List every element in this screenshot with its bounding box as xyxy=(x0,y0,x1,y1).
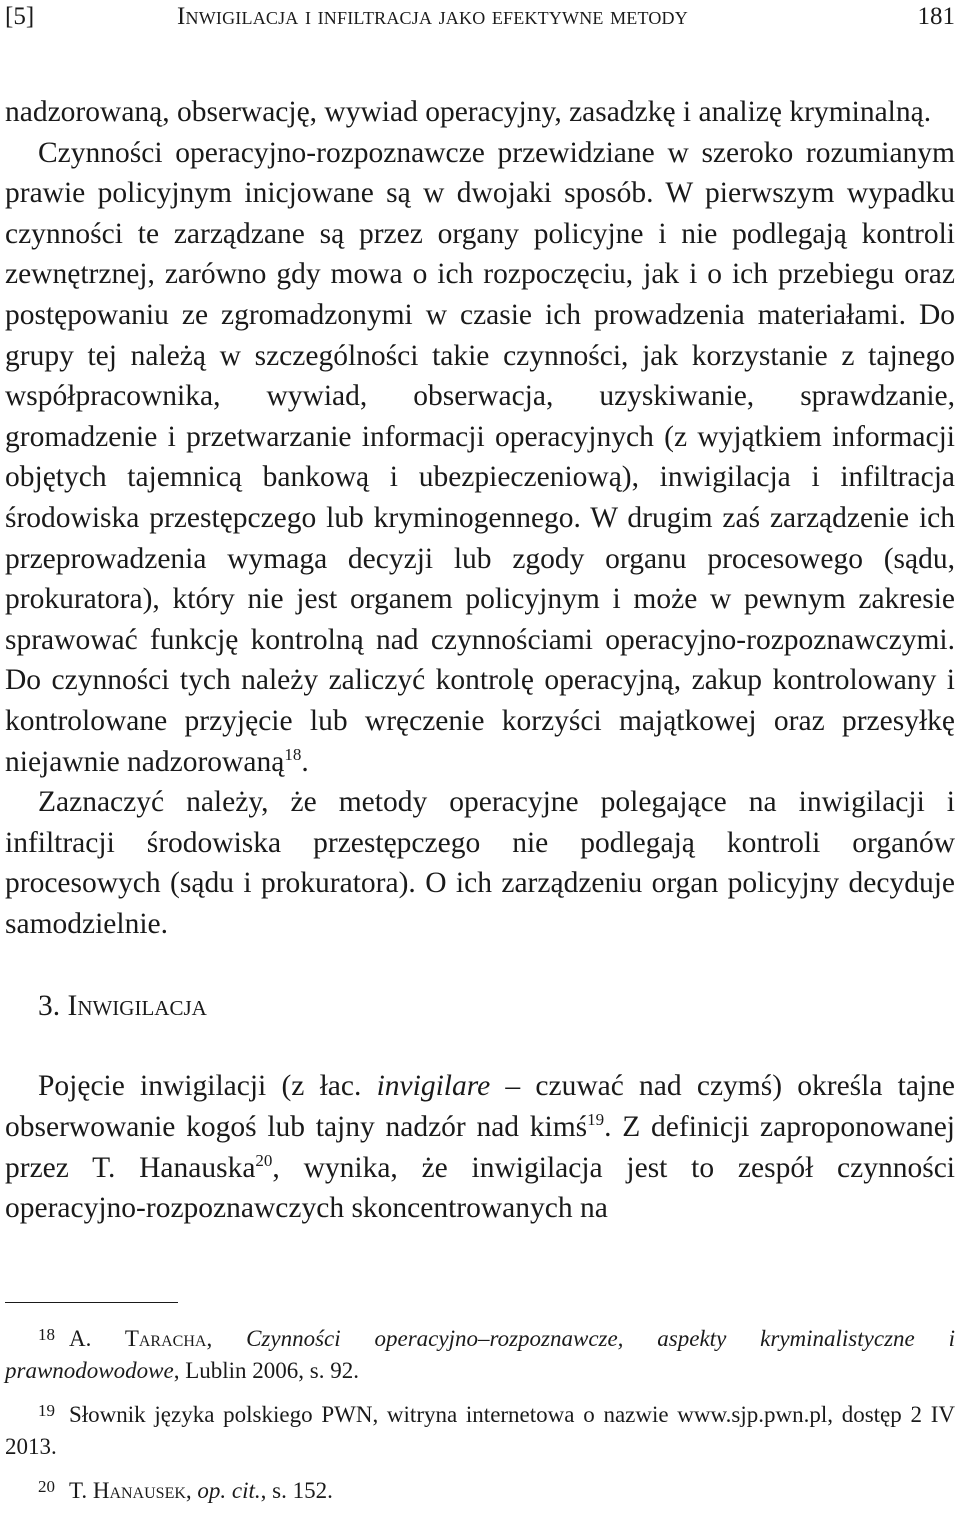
footnote-divider xyxy=(5,1302,178,1303)
footnote-18 xyxy=(5,1323,955,1387)
page-number: 181 xyxy=(917,3,955,30)
paragraph-4-text-c: . Z definicji zaproponowanej przez T. Hanauska xyxy=(5,1111,956,1184)
body-text xyxy=(5,92,955,1229)
paragraph-2-text: Czynności operacyjno-rozpoznawcze przewidziane w szeroko rozumianym prawie policyjnym inicjowane są w dwojaki sposób. W pierwszym wypadku czynności te zarządzane są przez organy policyjne i nie podlegają kontroli zewnętrznej, zarówno gdy mowa o ich rozpoczęciu, jak i o ich przebiegu oraz postępowaniu ze zgromadzonymi w czasie ich prowadzenia materiałami. Do grupy tej należą w szczególności takie czynności, jak korzystanie z tajnego współpracownika, wywiad, obserwacja, uzyskiwanie, sprawdzanie, gromadzenie i przetwarzanie informacji operacyjnych (z wyjątkiem informacji objętych tajemnicą bankową i ubezpieczeniową), inwigilacja i infiltracja środowiska przestępczego lub kryminogennego. W drugim zaś zarządzenie ich przeprowadzenia wymaga decyzji lub zgody organu procesowego (sądu, prokuratora), który nie jest organem policyjnym i może w pewnym zakresie sprawować funkcję kontrolną nad czynnościami operacyjno-rozpoznawczymi. Do czynności tych należy zaliczyć kontrolę operacyjną, zakup kontrolowany i kontrolowane przyjęcie lub wręczenie korzyści majątkowej oraz przesyłkę niejawnie nadzorowaną xyxy=(5,136,955,778)
footnote-author: A. Taracha xyxy=(69,1326,207,1351)
paragraph-2 xyxy=(5,133,955,783)
paragraph-4 xyxy=(5,1066,955,1228)
section-heading xyxy=(5,986,955,1026)
running-header xyxy=(5,0,955,40)
footnote-title: op. cit. xyxy=(197,1478,261,1503)
running-title: Inwigilacja i infiltracja jako efektywne metody xyxy=(177,3,688,30)
footnote-separator: , xyxy=(206,1326,247,1351)
footnote-text: Słownik języka polskiego PWN, witryna internetowa o nazwie www.sjp.pwn.pl, dostęp 2 IV 2013. xyxy=(5,1402,955,1459)
footnote-number: 20 xyxy=(38,1477,55,1496)
section-marker: [5] xyxy=(5,3,35,30)
paragraph-2-end: . xyxy=(301,745,309,778)
book-page xyxy=(5,0,955,1229)
latin-term: invigilare xyxy=(376,1070,491,1103)
footnote-number: 18 xyxy=(38,1325,55,1344)
paragraph-3 xyxy=(5,782,955,944)
footnote-rest: , Lublin 2006, s. 92. xyxy=(173,1358,359,1383)
footnotes xyxy=(5,1323,955,1519)
section-heading-number: 3. xyxy=(38,990,61,1023)
footnote-author: T. Hanausek xyxy=(69,1478,186,1503)
paragraph-4-text-a: Pojęcie inwigilacji (z łac. xyxy=(38,1070,377,1103)
paragraph-1 xyxy=(5,92,955,133)
section-heading-title: Inwigilacja xyxy=(67,990,207,1023)
footnote-19 xyxy=(5,1399,955,1463)
footnote-ref-18[interactable]: 18 xyxy=(284,744,302,764)
footnote-title: Czynności operacyjno–rozpoznawcze, aspekty kryminalistyczne i prawnodowodowe xyxy=(5,1326,955,1383)
footnote-20 xyxy=(5,1475,955,1507)
footnote-separator: , xyxy=(185,1478,198,1503)
footnote-rest: , s. 152. xyxy=(260,1478,333,1503)
paragraph-4-text-d: , wynika, że inwigilacja jest to zespół czynności operacyjno-rozpoznawczych skoncentrowanych na xyxy=(5,1151,956,1225)
footnote-ref-19[interactable]: 19 xyxy=(587,1110,605,1130)
footnote-ref-20[interactable]: 20 xyxy=(255,1150,273,1170)
paragraph-4-text-b: – czuwać nad czymś) określa tajne obserwowanie kogoś lub tajny nadzór nad kimś xyxy=(5,1070,956,1144)
footnote-number: 19 xyxy=(38,1401,55,1420)
paragraph-1-text: nadzorowaną, obserwację, wywiad operacyjny, zasadzkę i analizę kryminalną. xyxy=(5,96,932,128)
paragraph-3-text: Zaznaczyć należy, że metody operacyjne polegające na inwigilacji i infiltracji środowiska przestępczego nie podlegają kontroli organów procesowych (sądu i prokuratora). O ich zarządzeniu organ policyjny decyduje samodzielnie. xyxy=(5,786,955,940)
